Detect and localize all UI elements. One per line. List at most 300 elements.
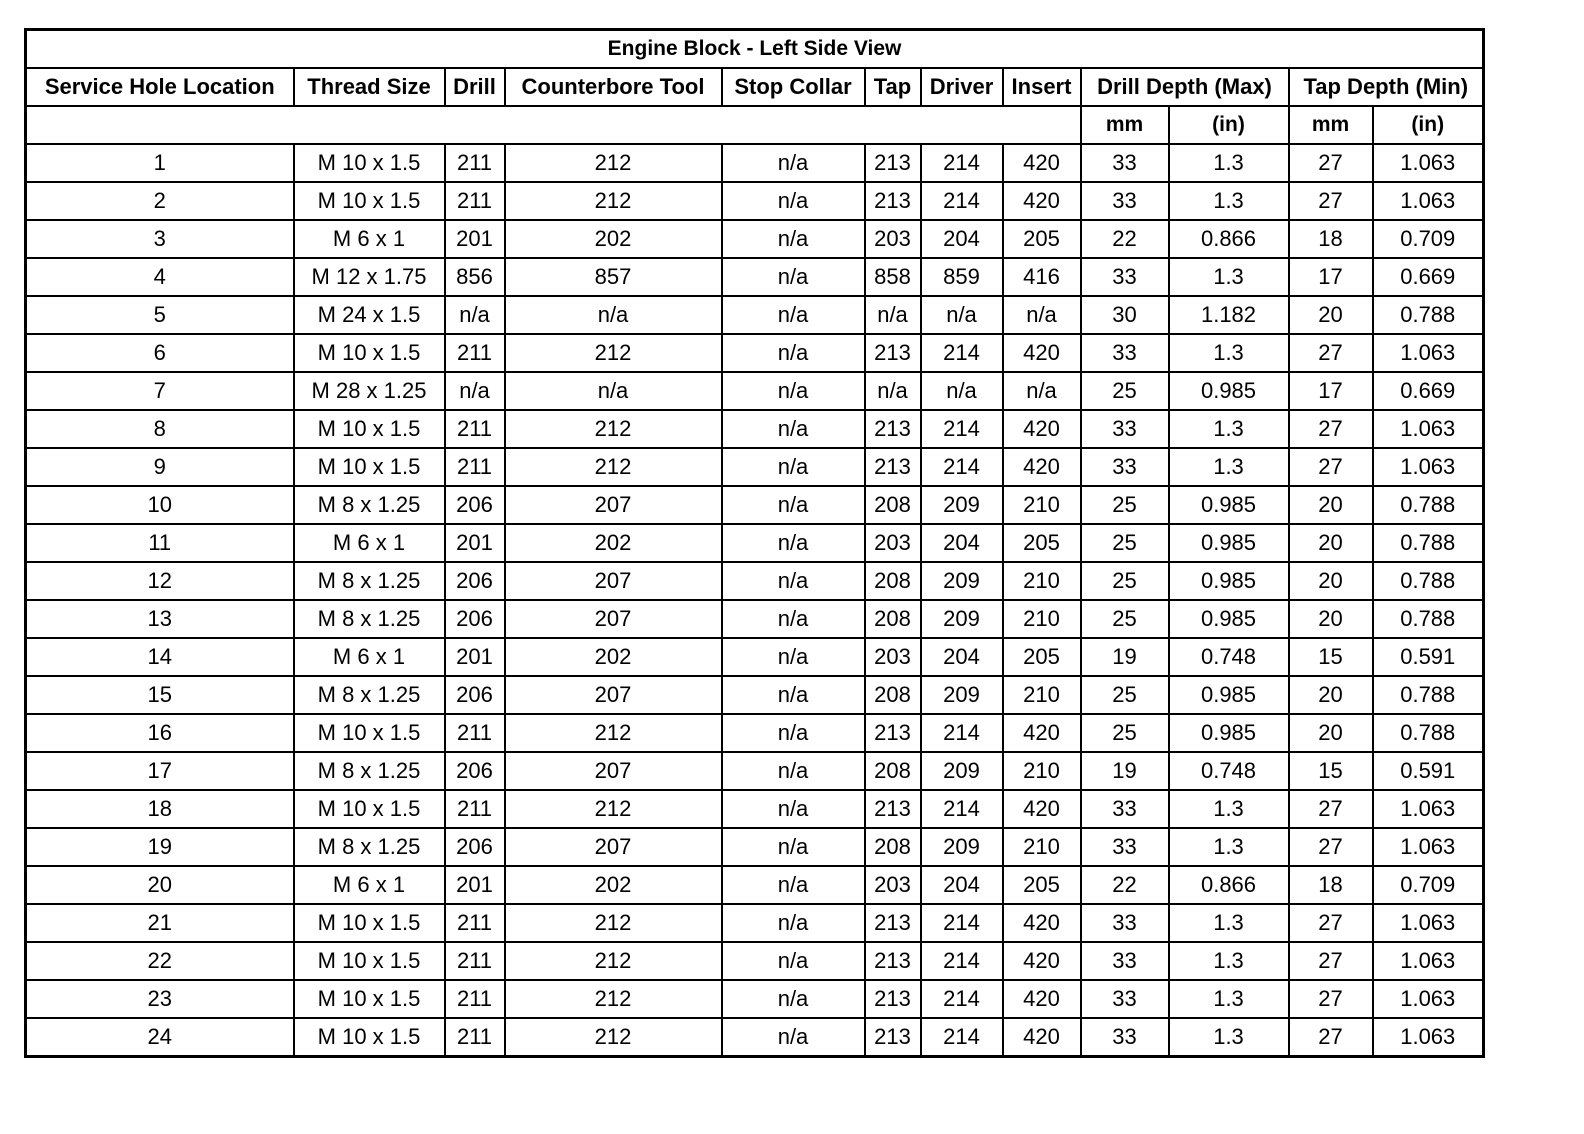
cell-tap-depth-in: 0.709 — [1373, 866, 1484, 904]
cell-thread-size: M 6 x 1 — [294, 524, 445, 562]
cell-location: 8 — [26, 410, 294, 448]
cell-driver: 209 — [921, 600, 1003, 638]
cell-drill: 211 — [445, 182, 505, 220]
cell-counterbore-tool: 212 — [505, 790, 722, 828]
cell-drill-depth-mm: 33 — [1081, 448, 1169, 486]
cell-drill-depth-mm: 33 — [1081, 828, 1169, 866]
cell-tap: 858 — [865, 258, 921, 296]
cell-tap: 213 — [865, 334, 921, 372]
cell-drill-depth-mm: 33 — [1081, 980, 1169, 1018]
cell-location: 6 — [26, 334, 294, 372]
cell-insert: 205 — [1003, 220, 1081, 258]
cell-drill: 211 — [445, 980, 505, 1018]
cell-drill-depth-mm: 33 — [1081, 144, 1169, 182]
cell-drill-depth-mm: 25 — [1081, 714, 1169, 752]
cell-stop-collar: n/a — [722, 790, 865, 828]
cell-location: 24 — [26, 1018, 294, 1057]
cell-stop-collar: n/a — [722, 486, 865, 524]
cell-stop-collar: n/a — [722, 942, 865, 980]
cell-tap-depth-in: 1.063 — [1373, 144, 1484, 182]
cell-tap-depth-mm: 15 — [1289, 752, 1373, 790]
cell-drill-depth-in: 0.866 — [1169, 220, 1289, 258]
cell-insert: 420 — [1003, 790, 1081, 828]
cell-drill: 206 — [445, 486, 505, 524]
cell-tap-depth-mm: 27 — [1289, 334, 1373, 372]
cell-tap-depth-mm: 15 — [1289, 638, 1373, 676]
cell-drill-depth-mm: 25 — [1081, 600, 1169, 638]
cell-tap-depth-mm: 20 — [1289, 562, 1373, 600]
header-thread-size: Thread Size — [294, 68, 445, 106]
cell-tap-depth-mm: 17 — [1289, 258, 1373, 296]
cell-insert: 420 — [1003, 904, 1081, 942]
table-title: Engine Block - Left Side View — [26, 30, 1484, 69]
cell-thread-size: M 24 x 1.5 — [294, 296, 445, 334]
cell-tap-depth-in: 1.063 — [1373, 980, 1484, 1018]
cell-drill: 211 — [445, 410, 505, 448]
cell-drill: 206 — [445, 600, 505, 638]
cell-stop-collar: n/a — [722, 372, 865, 410]
table-row — [26, 714, 1484, 752]
cell-counterbore-tool: 207 — [505, 676, 722, 714]
cell-thread-size: M 10 x 1.5 — [294, 980, 445, 1018]
cell-tap-depth-mm: 18 — [1289, 220, 1373, 258]
unit-tap-depth-mm: mm — [1289, 106, 1373, 144]
table-row — [26, 486, 1484, 524]
cell-driver: n/a — [921, 372, 1003, 410]
header-drill-depth: Drill Depth (Max) — [1081, 68, 1289, 106]
title-row — [26, 30, 1484, 69]
cell-tap: 213 — [865, 182, 921, 220]
cell-tap-depth-mm: 20 — [1289, 486, 1373, 524]
cell-driver: 209 — [921, 828, 1003, 866]
cell-driver: 204 — [921, 524, 1003, 562]
cell-drill: 206 — [445, 562, 505, 600]
cell-drill-depth-in: 0.866 — [1169, 866, 1289, 904]
cell-insert: n/a — [1003, 372, 1081, 410]
cell-tap-depth-in: 0.788 — [1373, 296, 1484, 334]
table-row — [26, 524, 1484, 562]
cell-stop-collar: n/a — [722, 714, 865, 752]
table-row — [26, 1018, 1484, 1057]
cell-drill-depth-in: 1.3 — [1169, 410, 1289, 448]
cell-location: 19 — [26, 828, 294, 866]
cell-location: 2 — [26, 182, 294, 220]
cell-thread-size: M 10 x 1.5 — [294, 144, 445, 182]
cell-thread-size: M 10 x 1.5 — [294, 942, 445, 980]
cell-drill: 201 — [445, 524, 505, 562]
cell-counterbore-tool: n/a — [505, 372, 722, 410]
cell-tap: 203 — [865, 638, 921, 676]
cell-tap-depth-mm: 20 — [1289, 296, 1373, 334]
cell-counterbore-tool: 212 — [505, 448, 722, 486]
cell-counterbore-tool: 212 — [505, 182, 722, 220]
cell-stop-collar: n/a — [722, 334, 865, 372]
cell-driver: 209 — [921, 752, 1003, 790]
unit-drill-depth-in: (in) — [1169, 106, 1289, 144]
cell-tap: 213 — [865, 790, 921, 828]
cell-counterbore-tool: 212 — [505, 334, 722, 372]
cell-drill: 211 — [445, 714, 505, 752]
cell-driver: 209 — [921, 486, 1003, 524]
cell-location: 9 — [26, 448, 294, 486]
cell-drill-depth-in: 0.985 — [1169, 600, 1289, 638]
cell-driver: 214 — [921, 410, 1003, 448]
cell-driver: 209 — [921, 562, 1003, 600]
cell-tap-depth-in: 0.591 — [1373, 752, 1484, 790]
cell-tap-depth-in: 1.063 — [1373, 790, 1484, 828]
header-service-hole-location: Service Hole Location — [26, 68, 294, 106]
cell-location: 17 — [26, 752, 294, 790]
cell-location: 10 — [26, 486, 294, 524]
cell-counterbore-tool: 212 — [505, 942, 722, 980]
cell-drill-depth-in: 1.3 — [1169, 980, 1289, 1018]
cell-tap-depth-in: 1.063 — [1373, 942, 1484, 980]
cell-driver: 209 — [921, 676, 1003, 714]
cell-insert: 205 — [1003, 524, 1081, 562]
cell-tap-depth-in: 0.788 — [1373, 676, 1484, 714]
table-row — [26, 980, 1484, 1018]
cell-insert: 420 — [1003, 942, 1081, 980]
cell-tap-depth-mm: 27 — [1289, 942, 1373, 980]
cell-drill: 211 — [445, 144, 505, 182]
cell-thread-size: M 8 x 1.25 — [294, 752, 445, 790]
cell-tap: n/a — [865, 296, 921, 334]
table-row — [26, 258, 1484, 296]
cell-drill: 211 — [445, 904, 505, 942]
cell-tap-depth-mm: 20 — [1289, 676, 1373, 714]
cell-drill-depth-mm: 19 — [1081, 752, 1169, 790]
cell-counterbore-tool: 212 — [505, 980, 722, 1018]
table-row — [26, 334, 1484, 372]
cell-tap-depth-mm: 17 — [1289, 372, 1373, 410]
cell-location: 5 — [26, 296, 294, 334]
header-tap: Tap — [865, 68, 921, 106]
cell-tap-depth-in: 0.788 — [1373, 714, 1484, 752]
cell-tap-depth-mm: 27 — [1289, 144, 1373, 182]
cell-stop-collar: n/a — [722, 258, 865, 296]
cell-thread-size: M 8 x 1.25 — [294, 676, 445, 714]
cell-thread-size: M 8 x 1.25 — [294, 562, 445, 600]
cell-tap: 208 — [865, 676, 921, 714]
table-row — [26, 296, 1484, 334]
cell-tap: 213 — [865, 980, 921, 1018]
cell-tap-depth-mm: 18 — [1289, 866, 1373, 904]
cell-tap-depth-mm: 27 — [1289, 410, 1373, 448]
cell-drill: 206 — [445, 676, 505, 714]
cell-tap-depth-mm: 20 — [1289, 524, 1373, 562]
cell-tap-depth-in: 0.788 — [1373, 600, 1484, 638]
cell-tap-depth-mm: 27 — [1289, 448, 1373, 486]
cell-counterbore-tool: 202 — [505, 866, 722, 904]
cell-tap: 208 — [865, 828, 921, 866]
cell-insert: 210 — [1003, 752, 1081, 790]
cell-thread-size: M 6 x 1 — [294, 220, 445, 258]
cell-stop-collar: n/a — [722, 752, 865, 790]
cell-location: 7 — [26, 372, 294, 410]
cell-insert: 420 — [1003, 410, 1081, 448]
table-row — [26, 790, 1484, 828]
cell-drill-depth-in: 1.3 — [1169, 942, 1289, 980]
cell-tap-depth-in: 0.788 — [1373, 562, 1484, 600]
cell-location: 16 — [26, 714, 294, 752]
cell-tap: 203 — [865, 866, 921, 904]
table-row — [26, 904, 1484, 942]
cell-location: 21 — [26, 904, 294, 942]
cell-driver: 214 — [921, 1018, 1003, 1057]
header-counterbore-tool: Counterbore Tool — [505, 68, 722, 106]
cell-drill-depth-mm: 25 — [1081, 562, 1169, 600]
cell-drill-depth-mm: 33 — [1081, 904, 1169, 942]
cell-insert: 420 — [1003, 1018, 1081, 1057]
cell-location: 4 — [26, 258, 294, 296]
cell-drill-depth-mm: 30 — [1081, 296, 1169, 334]
cell-thread-size: M 12 x 1.75 — [294, 258, 445, 296]
cell-drill-depth-mm: 33 — [1081, 334, 1169, 372]
table-row — [26, 144, 1484, 182]
cell-tap-depth-in: 0.591 — [1373, 638, 1484, 676]
cell-tap: n/a — [865, 372, 921, 410]
cell-drill-depth-in: 1.182 — [1169, 296, 1289, 334]
cell-drill-depth-mm: 25 — [1081, 486, 1169, 524]
cell-counterbore-tool: 207 — [505, 752, 722, 790]
cell-insert: 210 — [1003, 676, 1081, 714]
cell-thread-size: M 10 x 1.5 — [294, 1018, 445, 1057]
table-row — [26, 676, 1484, 714]
cell-stop-collar: n/a — [722, 676, 865, 714]
cell-drill: 211 — [445, 790, 505, 828]
cell-tap-depth-mm: 27 — [1289, 182, 1373, 220]
cell-drill-depth-in: 1.3 — [1169, 448, 1289, 486]
cell-tap-depth-in: 1.063 — [1373, 182, 1484, 220]
cell-insert: 420 — [1003, 334, 1081, 372]
cell-drill: 201 — [445, 220, 505, 258]
units-row-blank — [26, 106, 1081, 144]
cell-location: 23 — [26, 980, 294, 1018]
cell-drill-depth-in: 0.985 — [1169, 562, 1289, 600]
cell-drill-depth-mm: 25 — [1081, 524, 1169, 562]
cell-driver: 214 — [921, 714, 1003, 752]
cell-drill-depth-mm: 33 — [1081, 410, 1169, 448]
cell-tap: 203 — [865, 220, 921, 258]
table-row — [26, 866, 1484, 904]
cell-stop-collar: n/a — [722, 296, 865, 334]
units-row — [26, 106, 1484, 144]
cell-tap: 213 — [865, 410, 921, 448]
cell-thread-size: M 10 x 1.5 — [294, 410, 445, 448]
table-row — [26, 752, 1484, 790]
cell-tap: 208 — [865, 562, 921, 600]
table-row — [26, 638, 1484, 676]
cell-thread-size: M 10 x 1.5 — [294, 182, 445, 220]
cell-thread-size: M 6 x 1 — [294, 638, 445, 676]
cell-stop-collar: n/a — [722, 562, 865, 600]
cell-tap-depth-in: 1.063 — [1373, 904, 1484, 942]
cell-drill: 201 — [445, 866, 505, 904]
cell-stop-collar: n/a — [722, 220, 865, 258]
cell-thread-size: M 10 x 1.5 — [294, 714, 445, 752]
cell-counterbore-tool: 207 — [505, 486, 722, 524]
cell-thread-size: M 10 x 1.5 — [294, 448, 445, 486]
cell-counterbore-tool: 212 — [505, 904, 722, 942]
cell-drill-depth-mm: 19 — [1081, 638, 1169, 676]
cell-drill-depth-in: 1.3 — [1169, 334, 1289, 372]
cell-drill: 211 — [445, 1018, 505, 1057]
cell-tap: 208 — [865, 486, 921, 524]
cell-location: 20 — [26, 866, 294, 904]
cell-counterbore-tool: 202 — [505, 220, 722, 258]
cell-counterbore-tool: 212 — [505, 1018, 722, 1057]
table-row — [26, 182, 1484, 220]
cell-driver: 214 — [921, 904, 1003, 942]
cell-tap-depth-in: 1.063 — [1373, 334, 1484, 372]
cell-drill-depth-in: 0.985 — [1169, 714, 1289, 752]
table-row — [26, 220, 1484, 258]
cell-tap: 208 — [865, 600, 921, 638]
cell-insert: 210 — [1003, 562, 1081, 600]
cell-drill-depth-mm: 33 — [1081, 790, 1169, 828]
cell-drill-depth-in: 1.3 — [1169, 182, 1289, 220]
cell-counterbore-tool: 857 — [505, 258, 722, 296]
cell-drill: 206 — [445, 828, 505, 866]
table-row — [26, 562, 1484, 600]
cell-drill-depth-in: 0.748 — [1169, 638, 1289, 676]
cell-thread-size: M 8 x 1.25 — [294, 600, 445, 638]
cell-tap-depth-in: 0.788 — [1373, 486, 1484, 524]
cell-tap: 213 — [865, 714, 921, 752]
cell-drill: n/a — [445, 372, 505, 410]
header-drill: Drill — [445, 68, 505, 106]
cell-drill: 206 — [445, 752, 505, 790]
cell-tap: 213 — [865, 942, 921, 980]
cell-drill-depth-in: 0.985 — [1169, 676, 1289, 714]
cell-drill-depth-in: 1.3 — [1169, 790, 1289, 828]
cell-tap-depth-mm: 27 — [1289, 980, 1373, 1018]
cell-drill-depth-in: 1.3 — [1169, 1018, 1289, 1057]
header-driver: Driver — [921, 68, 1003, 106]
table-row — [26, 410, 1484, 448]
cell-drill-depth-in: 0.748 — [1169, 752, 1289, 790]
cell-driver: 214 — [921, 980, 1003, 1018]
cell-tap-depth-in: 1.063 — [1373, 1018, 1484, 1057]
cell-stop-collar: n/a — [722, 638, 865, 676]
cell-drill-depth-in: 0.985 — [1169, 372, 1289, 410]
cell-drill-depth-in: 1.3 — [1169, 904, 1289, 942]
header-tap-depth: Tap Depth (Min) — [1289, 68, 1484, 106]
cell-location: 12 — [26, 562, 294, 600]
cell-tap: 213 — [865, 904, 921, 942]
cell-drill-depth-mm: 22 — [1081, 220, 1169, 258]
cell-drill-depth-in: 1.3 — [1169, 828, 1289, 866]
cell-location: 22 — [26, 942, 294, 980]
cell-tap: 213 — [865, 448, 921, 486]
cell-tap-depth-in: 1.063 — [1373, 828, 1484, 866]
cell-driver: 214 — [921, 144, 1003, 182]
cell-insert: 420 — [1003, 980, 1081, 1018]
cell-tap-depth-in: 0.669 — [1373, 372, 1484, 410]
cell-location: 15 — [26, 676, 294, 714]
cell-thread-size: M 10 x 1.5 — [294, 904, 445, 942]
cell-tap-depth-in: 1.063 — [1373, 448, 1484, 486]
cell-stop-collar: n/a — [722, 410, 865, 448]
cell-tap-depth-mm: 27 — [1289, 1018, 1373, 1057]
cell-stop-collar: n/a — [722, 524, 865, 562]
table-row — [26, 372, 1484, 410]
cell-insert: 420 — [1003, 714, 1081, 752]
cell-driver: 214 — [921, 790, 1003, 828]
cell-tap: 213 — [865, 1018, 921, 1057]
cell-counterbore-tool: 202 — [505, 524, 722, 562]
cell-driver: n/a — [921, 296, 1003, 334]
cell-location: 18 — [26, 790, 294, 828]
cell-stop-collar: n/a — [722, 1018, 865, 1057]
cell-thread-size: M 10 x 1.5 — [294, 790, 445, 828]
cell-thread-size: M 28 x 1.25 — [294, 372, 445, 410]
cell-insert: 205 — [1003, 866, 1081, 904]
cell-driver: 204 — [921, 866, 1003, 904]
cell-tap: 208 — [865, 752, 921, 790]
header-stop-collar: Stop Collar — [722, 68, 865, 106]
cell-stop-collar: n/a — [722, 448, 865, 486]
cell-tap: 203 — [865, 524, 921, 562]
cell-tap-depth-mm: 27 — [1289, 904, 1373, 942]
cell-thread-size: M 6 x 1 — [294, 866, 445, 904]
cell-drill: 211 — [445, 448, 505, 486]
cell-location: 3 — [26, 220, 294, 258]
cell-drill-depth-in: 0.985 — [1169, 486, 1289, 524]
cell-stop-collar: n/a — [722, 828, 865, 866]
cell-counterbore-tool: 212 — [505, 410, 722, 448]
cell-driver: 204 — [921, 638, 1003, 676]
cell-insert: 420 — [1003, 448, 1081, 486]
cell-drill-depth-mm: 33 — [1081, 1018, 1169, 1057]
cell-drill-depth-mm: 33 — [1081, 258, 1169, 296]
cell-insert: 416 — [1003, 258, 1081, 296]
header-row — [26, 68, 1484, 106]
cell-location: 13 — [26, 600, 294, 638]
engine-block-spec-table — [24, 28, 1485, 1058]
cell-insert: 210 — [1003, 600, 1081, 638]
table-row — [26, 942, 1484, 980]
cell-tap-depth-mm: 20 — [1289, 714, 1373, 752]
cell-tap-depth-in: 0.709 — [1373, 220, 1484, 258]
cell-driver: 204 — [921, 220, 1003, 258]
cell-counterbore-tool: 202 — [505, 638, 722, 676]
cell-drill-depth-mm: 25 — [1081, 372, 1169, 410]
cell-counterbore-tool: 207 — [505, 828, 722, 866]
cell-drill-depth-in: 1.3 — [1169, 144, 1289, 182]
cell-tap-depth-mm: 27 — [1289, 790, 1373, 828]
cell-stop-collar: n/a — [722, 600, 865, 638]
cell-drill: 211 — [445, 942, 505, 980]
cell-stop-collar: n/a — [722, 144, 865, 182]
cell-drill: n/a — [445, 296, 505, 334]
cell-thread-size: M 8 x 1.25 — [294, 828, 445, 866]
cell-tap-depth-in: 1.063 — [1373, 410, 1484, 448]
cell-insert: 210 — [1003, 486, 1081, 524]
cell-insert: 205 — [1003, 638, 1081, 676]
cell-stop-collar: n/a — [722, 980, 865, 1018]
cell-thread-size: M 10 x 1.5 — [294, 334, 445, 372]
cell-driver: 214 — [921, 448, 1003, 486]
cell-location: 1 — [26, 144, 294, 182]
cell-insert: n/a — [1003, 296, 1081, 334]
cell-counterbore-tool: 212 — [505, 144, 722, 182]
cell-stop-collar: n/a — [722, 866, 865, 904]
cell-drill-depth-in: 0.985 — [1169, 524, 1289, 562]
cell-counterbore-tool: 212 — [505, 714, 722, 752]
cell-counterbore-tool: 207 — [505, 600, 722, 638]
cell-tap-depth-in: 0.788 — [1373, 524, 1484, 562]
